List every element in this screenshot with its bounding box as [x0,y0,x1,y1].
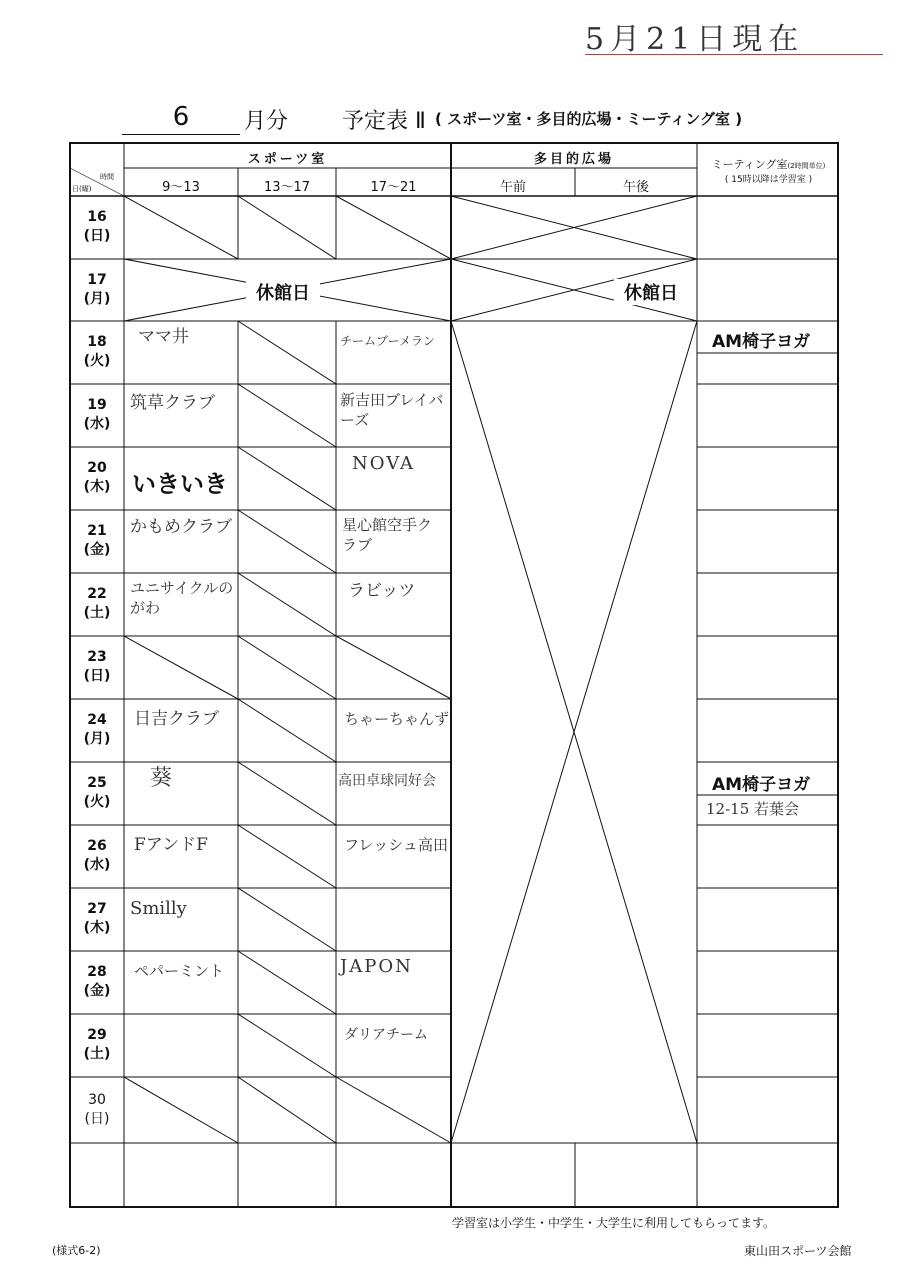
weekday: (金) [83,983,111,999]
day-number: 17 [87,272,107,288]
header-am: 午前 [499,180,526,195]
day-number: 19 [87,397,107,413]
weekday: (火) [83,794,111,810]
weekday: (土) [83,605,111,621]
day-number: 16 [87,209,107,225]
header-slot-2: 13〜17 [263,180,311,195]
title-month-unit: 月分 [244,109,289,134]
day-label [70,837,124,875]
day-number: 24 [87,712,107,728]
weekday: (火) [83,353,111,369]
day-label [70,522,124,560]
header-pm: 午後 [622,180,649,195]
day-label [70,711,124,749]
header-day-label: 日(曜) [72,185,92,193]
day-label [70,333,124,371]
booking-r22-evening: ラビッツ [348,581,416,601]
header-multipurpose: 多目的広場 [533,152,614,167]
day-label [70,1026,124,1064]
header-time-label: 時間 [100,173,114,181]
booking-r25-morning: 葵 [150,766,173,791]
weekday: (月) [83,291,111,307]
booking-r24-evening: ちゃーちゃんず [344,710,450,728]
day-number: 20 [87,460,107,476]
day-label [70,900,124,938]
booking-r25-meeting-am: AM椅子ヨガ [712,775,811,795]
day-number: 18 [87,334,107,350]
booking-r18-evening: チームブーメラン [340,334,436,348]
footnote: 学習室は小学生・中学生・大学生に利用してもらってます。 [452,1216,776,1230]
booking-r26-evening: フレッシュ高田 [344,836,448,854]
day-label [70,396,124,434]
booking-r19-evening: 新吉田ブレイバーズ [340,391,444,429]
booking-r25-evening: 高田卓球同好会 [338,773,436,789]
header-slot-1: 9〜13 [162,180,200,195]
booking-r20-morning: いきいき [132,470,228,498]
day-number: 30 [88,1092,106,1108]
booking-r27-morning: Smilly [130,898,187,919]
day-label [70,1091,124,1129]
header-meeting-label: ミーティング室 [711,158,788,171]
booking-r25-meeting-pm: 12-15 若葉会 [706,800,800,818]
header-sports-room: スポーツ室 [247,152,328,167]
day-label [70,271,124,309]
booking-r18-meeting: AM椅子ヨガ [712,332,811,352]
day-label [70,585,124,623]
day-number: 27 [87,901,107,917]
form-number: (様式6-2) [52,1244,101,1257]
header-meeting-room [699,156,838,172]
title-month: 6 [172,102,190,132]
closed-label-multipurpose: 休館日 [614,279,688,305]
header-slot-3: 17〜21 [370,180,417,195]
weekday: (水) [83,857,111,873]
weekday: (木) [83,920,111,936]
header-meeting-note: ( 15時以降は学習室 ) [724,175,813,185]
booking-r22-morning: ユニサイクルのがわ [130,579,234,617]
booking-r21-morning: かもめクラブ [130,517,232,537]
day-label [70,648,124,686]
weekday: (日) [83,228,111,244]
booking-r21-evening: 星心館空手クラブ [342,516,433,554]
header-meeting-unit: (2時間単位) [787,162,826,170]
booking-r29-evening: ダリアチーム [344,1027,428,1043]
day-number: 26 [87,838,107,854]
booking-r24-morning: 日吉クラブ [134,709,219,729]
weekday: (金) [83,542,111,558]
as-of-date: 5月21日現在 [585,22,805,57]
booking-r28-morning: ペパーミント [134,962,225,980]
day-number: 22 [87,586,107,602]
day-label [70,459,124,497]
booking-r19-morning: 筑草クラブ [130,393,215,413]
booking-r18-morning: ママ井 [138,327,189,347]
day-number: 29 [87,1027,107,1043]
day-label [70,208,124,246]
weekday: (水) [83,416,111,432]
day-label [70,774,124,812]
day-label [70,963,124,1001]
weekday: (月) [83,731,111,747]
closed-label-sports: 休館日 [246,279,320,305]
day-number: 21 [87,523,107,539]
booking-r26-morning: FアンドF [134,835,208,855]
title-main: 予定表 Ⅱ [342,109,426,134]
title-subtitle: ( スポーツ室・多目的広場・ミーティング室 ) [435,110,743,128]
booking-r20-evening: NOVA [352,453,415,474]
organization-name: 東山田スポーツ会館 [744,1244,852,1258]
weekday: (木) [83,479,111,495]
day-number: 28 [87,964,107,980]
booking-r28-evening: JAPON [340,956,413,977]
weekday: (日) [83,668,111,684]
weekday: (日) [84,1111,110,1127]
day-number: 23 [87,649,107,665]
day-number: 25 [87,775,107,791]
weekday: (土) [83,1046,111,1062]
